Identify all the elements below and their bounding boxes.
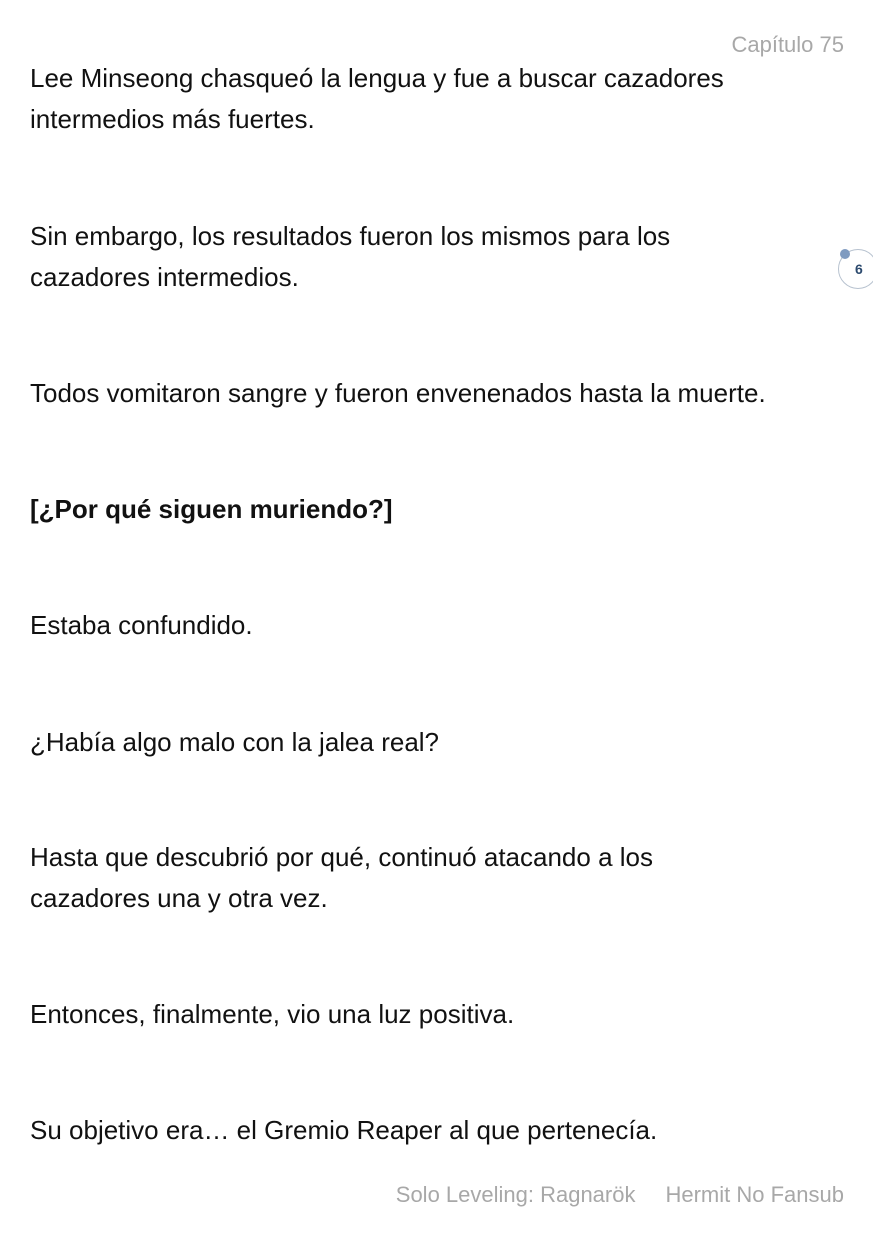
footer-group-name: Hermit No Fansub xyxy=(665,1182,844,1207)
paragraph-8: Entonces, finalmente, vio una luz positiva. xyxy=(30,999,515,1029)
page-footer xyxy=(396,1182,844,1208)
paragraph-1: Lee Minseong chasqueó la lengua y fue a buscar cazadores intermedios más fuertes. xyxy=(30,63,724,134)
paragraph-6: ¿Había algo malo con la jalea real? xyxy=(30,727,440,757)
paragraph-4-system-message: [¿Por qué siguen muriendo?] xyxy=(30,494,393,524)
paragraph-2: Sin embargo, los resultados fueron los mismos para los cazadores intermedios. xyxy=(30,221,671,292)
paragraph-9: Su objetivo era… el Gremio Reaper al que pertenecía. xyxy=(30,1115,658,1145)
footer-book-title: Solo Leveling: Ragnarök xyxy=(395,1182,636,1207)
paragraph-5: Estaba confundido. xyxy=(30,610,253,640)
paragraph-3: Todos vomitaron sangre y fueron envenenados hasta la muerte. xyxy=(30,378,766,408)
comment-count: 6 xyxy=(855,261,863,277)
chapter-label: Capítulo 75 xyxy=(731,32,844,57)
badge-dot-icon xyxy=(840,249,850,259)
paragraph-7: Hasta que descubrió por qué, continuó atacando a los cazadores una y otra vez. xyxy=(30,842,653,913)
